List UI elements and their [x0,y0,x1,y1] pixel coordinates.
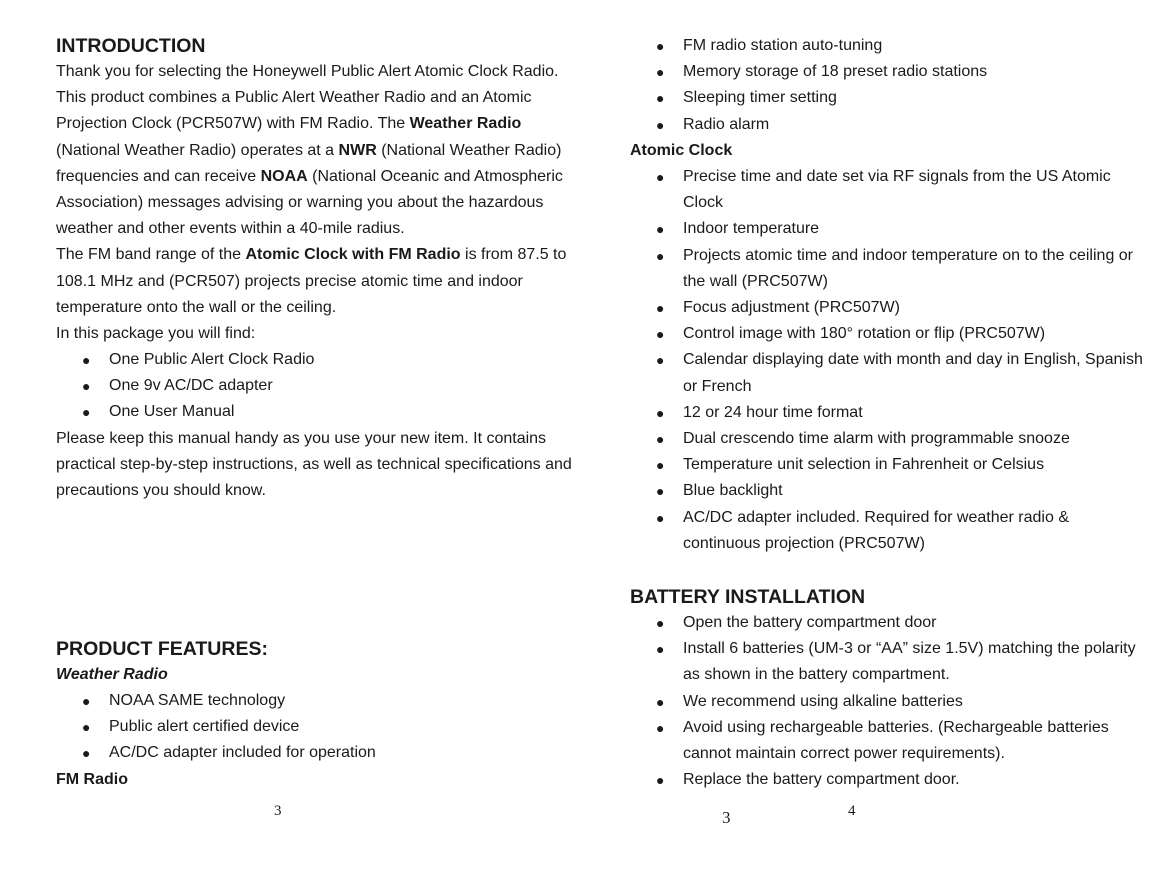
bullet-icon: ● [82,745,91,762]
bullet-icon: ● [656,221,665,238]
list-item [630,400,1143,426]
bullet-icon: ● [656,615,665,631]
list-item-text: One Public Alert Clock Radio [109,351,315,368]
atomic-clock-subheading: Atomic Clock [630,142,733,159]
page-number-center: 3 [722,808,731,827]
text-run: In this package you will find: [56,325,256,343]
list-item-text: or French [683,377,752,395]
bullet-icon: ● [82,404,91,421]
bold-term: NOAA [260,167,308,185]
intro-line [56,269,566,295]
list-item-text: Memory storage of 18 preset radio stations [683,63,988,81]
note-line: precautions you should know. [56,482,266,500]
list-item-text: Control image with 180° rotation or flip (PRC507W) [683,325,1046,343]
bullet-icon: ● [656,116,665,133]
list-item [630,295,1143,321]
list-item-text: Precise time and date set via RF signals from the US Atomic [683,168,1111,185]
note-line: practical step-by-step instructions, as well as technical specifications and [56,456,572,474]
list-item [630,505,1143,557]
bullet-icon: ● [656,64,665,81]
bullet-icon: ● [656,772,665,789]
text-run: The FM band range of the [56,246,246,264]
list-item-text: cannot maintain correct power requirements). [683,745,1005,763]
intro-line [56,138,566,164]
weather-radio-subheading: Weather Radio [56,666,168,683]
text-run: (National Weather Radio) operates at a [56,141,339,159]
list-item [630,689,1136,715]
list-item-text: Indoor temperature [683,220,820,238]
list-item-text: Projects atomic time and indoor temperature on to the ceiling or [683,246,1134,264]
fm-radio-subheading: FM Radio [56,771,128,788]
list-item [630,164,1143,216]
text-run: 108.1 MHz and (PCR507) projects precise atomic time and indoor [56,272,523,290]
list-item-text: Dual crescendo time alarm with programmable snooze [683,430,1070,448]
list-item [630,715,1136,767]
list-item [56,688,376,714]
text-run: temperature onto the wall or the ceiling. [56,298,337,316]
introduction-heading: INTRODUCTION [56,35,206,57]
intro-line [56,59,566,85]
package-contents-list [56,347,314,426]
list-item [630,243,1143,295]
bullet-icon: ● [82,378,91,395]
note-line: Please keep this manual handy as you use your new item. It contains [56,430,547,447]
list-item [630,321,1143,347]
list-item [630,216,1143,242]
list-item-text: Focus adjustment (PRC507W) [683,299,900,317]
list-item-text: Calendar displaying date with month and day in English, Spanish [683,351,1143,369]
fm-radio-features-list [630,33,987,138]
bullet-icon: ● [656,693,665,710]
bullet-icon: ● [656,326,665,343]
list-item-text: Temperature unit selection in Fahrenheit or Celsius [683,456,1045,474]
intro-line [56,321,566,347]
bullet-icon: ● [656,90,665,107]
bold-term: NWR [338,141,377,159]
list-item-text: One User Manual [109,403,235,421]
list-item-text: AC/DC adapter included. Required for weather radio & [683,508,1069,526]
list-item [630,610,1136,636]
bold-term: Weather Radio [409,115,522,133]
list-item-text: Blue backlight [683,482,783,500]
bullet-icon: ● [656,641,665,658]
right-page [630,0,1143,892]
text-run: This product combines a Public Alert Weather Radio and an Atomic [56,89,532,107]
battery-installation-steps [630,610,1136,793]
list-item-text: We recommend using alkaline batteries [683,692,963,710]
bold-term: Atomic Clock with FM Radio [245,246,461,264]
intro-line [56,164,566,190]
weather-radio-features-list [56,688,376,767]
list-item [630,59,987,85]
bullet-icon: ● [656,431,665,448]
page-number-left: 3 [274,803,282,819]
list-item-text: Clock [683,194,724,212]
text-run: Thank you for selecting the Honeywell Public Alert Atomic Clock Radio. [56,63,559,80]
product-features-heading: PRODUCT FEATURES: [56,638,268,660]
bullet-icon: ● [656,300,665,317]
manual-note-paragraph [56,426,572,505]
list-item [56,373,314,399]
list-item-text: Replace the battery compartment door. [683,771,960,789]
intro-line [56,295,566,321]
list-item-text: Sleeping timer setting [683,89,837,107]
list-item-text: One 9v AC/DC adapter [109,377,273,395]
list-item-text: the wall (PRC507W) [683,272,828,290]
list-item-text: AC/DC adapter included for operation [109,744,376,762]
list-item [630,112,987,138]
text-run: (National Weather Radio) [376,141,562,159]
bullet-icon: ● [656,169,665,185]
list-item [56,740,376,766]
list-item-text: 12 or 24 hour time format [683,403,863,421]
list-item [630,636,1136,688]
bullet-icon: ● [656,457,665,474]
text-run: Association) messages advising or warning you about the hazardous [56,194,544,212]
list-item-text: continuous projection (PRC507W) [683,534,925,552]
bullet-icon: ● [82,719,91,736]
list-item [630,347,1143,399]
introduction-paragraph [56,59,566,347]
text-run: frequencies and can receive [56,167,261,185]
list-item [630,85,987,111]
list-item-text: Public alert certified device [109,718,300,736]
list-item-text: FM radio station auto-tuning [683,37,883,54]
text-run: Projection Clock (PCR507W) with FM Radio. The [56,115,410,133]
bullet-icon: ● [656,483,665,500]
text-run: (National Oceanic and Atmospheric [307,167,563,185]
list-item-text: Open the battery compartment door [683,614,937,631]
list-item [630,426,1143,452]
text-run: is from 87.5 to [460,246,567,264]
intro-line [56,242,566,268]
battery-installation-heading: BATTERY INSTALLATION [630,586,866,608]
list-item-text: NOAA SAME technology [109,692,286,709]
list-item [630,478,1143,504]
intro-line [56,190,566,216]
intro-line [56,111,566,137]
list-item-text: as shown in the battery compartment. [683,666,950,684]
page-number-right: 4 [848,803,856,819]
bullet-icon: ● [656,404,665,421]
bullet-icon: ● [82,693,91,709]
bullet-icon: ● [656,38,665,54]
bullet-icon: ● [656,247,665,264]
list-item [630,767,1136,793]
list-item [56,714,376,740]
list-item [56,347,314,373]
intro-line [56,216,566,242]
text-run: weather and other events within a 40-mile radius. [56,220,405,238]
list-item-text: Install 6 batteries (UM-3 or “AA” size 1.5V) matching the polarity [683,640,1136,658]
bullet-icon: ● [656,352,665,369]
bullet-icon: ● [656,509,665,526]
bullet-icon: ● [656,719,665,736]
list-item-text: Avoid using rechargeable batteries. (Rechargeable batteries [683,718,1109,736]
list-item [630,33,987,59]
list-item [630,452,1143,478]
intro-line [56,85,566,111]
atomic-clock-features-list [630,164,1143,557]
left-page [56,0,572,892]
list-item-text: Radio alarm [683,115,770,133]
bullet-icon: ● [82,352,91,368]
list-item [56,399,314,425]
